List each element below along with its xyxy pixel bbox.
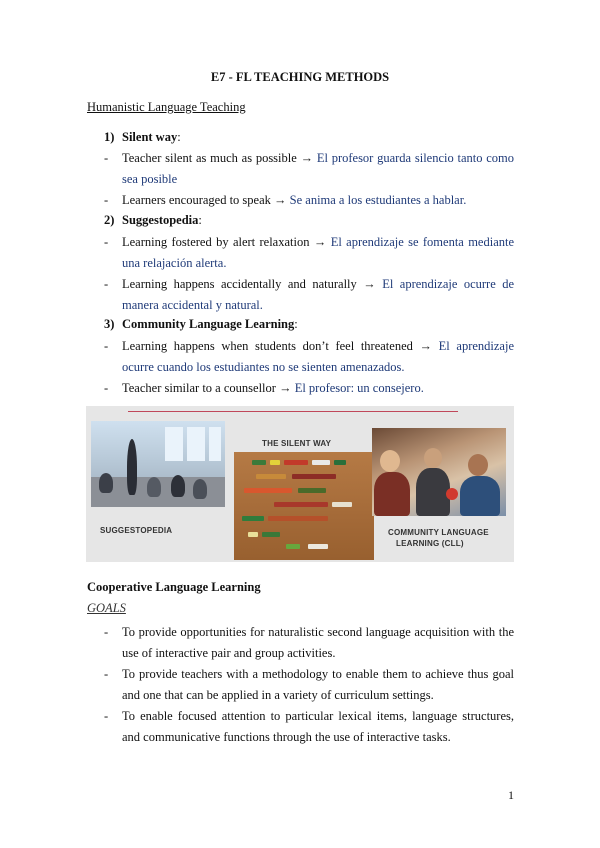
bullet-english: Learning happens when students don’t feel threatened <box>122 339 413 353</box>
label-suggestopedia: SUGGESTOPEDIA <box>100 526 173 535</box>
method-number: 1) <box>104 130 115 144</box>
bullet-spanish: El aprendizaje se fomenta mediante una relajación alerta. <box>122 235 515 270</box>
method-silent-way: 1) Silent way: <box>104 130 181 144</box>
section-heading-cooperative: Cooperative Language Learning <box>87 580 261 594</box>
arrow-icon: → <box>279 381 292 395</box>
goal-text: To provide opportunities for naturalistic second language acquisition with the use of interactive pair and group activities. <box>122 625 514 660</box>
arrow-icon: → <box>300 151 314 165</box>
page-number: 1 <box>508 788 514 802</box>
decorative-line <box>128 411 458 412</box>
bullet-spanish: Se anima a los estudiantes a hablar. <box>289 193 467 207</box>
bullet-item: - Learning happens when students don’t feel threatened → El aprendizaje ocurre cuando los estudiantes no se sienten amenazados. <box>104 339 514 374</box>
bullet-english: Learners encouraged to speak <box>122 193 271 207</box>
goal-item: - To provide opportunities for naturalistic second language acquisition with the use of interactive pair and group activities. <box>104 622 514 664</box>
bullet-spanish: El aprendizaje ocurre cuando los estudiantes no se sienten amenazados. <box>122 339 514 374</box>
bullet-item: - Learning happens accidentally and naturally → El aprendizaje ocurre de manera accidental y natural. <box>104 277 515 312</box>
goal-text: To enable focused attention to particular lexical items, language structures, and communicative functions through the use of interactive tasks. <box>122 709 514 744</box>
bullet-item: - Teacher similar to a counsellor → El profesor: un consejero. <box>104 381 424 395</box>
section-heading-humanistic: Humanistic Language Teaching <box>87 100 246 114</box>
arrow-icon: → <box>419 339 433 353</box>
bullet-spanish: El profesor guarda silencio tanto como sea posible <box>122 151 515 186</box>
goal-item: - To provide teachers with a methodology to enable them to achieve thus goal and one that can be applied in a variety of curriculum settings. <box>104 664 514 706</box>
method-number: 2) <box>104 213 115 227</box>
bullet-english: Teacher similar to a counsellor <box>122 381 276 395</box>
goal-item: - To enable focused attention to particular lexical items, language structures, and communicative functions through the use of interactive tasks. <box>104 706 514 748</box>
bullet-english: Teacher silent as much as possible <box>122 151 297 165</box>
bullet-item: - Learners encouraged to speak → Se anima a los estudiantes a hablar. <box>104 193 467 207</box>
silent-way-rods-photo <box>234 452 374 560</box>
goal-text: To provide teachers with a methodology to enable them to achieve thus goal and one that can be applied in a variety of curriculum settings. <box>122 667 514 702</box>
community-language-learning-photo <box>372 428 506 516</box>
method-suggestopedia: 2) Suggestopedia: <box>104 213 202 227</box>
suggestopedia-photo <box>91 421 225 507</box>
methods-image-collage <box>86 406 514 562</box>
arrow-icon: → <box>313 235 327 249</box>
goals-label: GOALS <box>87 601 126 615</box>
bullet-item: - Learning fostered by alert relaxation → El aprendizaje se fomenta mediante una relajación alerta. <box>104 235 515 270</box>
method-name: Suggestopedia <box>122 213 199 227</box>
bullet-spanish: El aprendizaje ocurre de manera accidental y natural. <box>122 277 515 312</box>
arrow-icon: → <box>363 277 376 291</box>
method-number: 3) <box>104 317 115 331</box>
bullet-english: Learning fostered by alert relaxation <box>122 235 310 249</box>
bullet-item: - Teacher silent as much as possible → El profesor guarda silencio tanto como sea posible <box>104 151 515 186</box>
bullet-english: Learning happens accidentally and naturally <box>122 277 357 291</box>
label-silent-way: THE SILENT WAY <box>262 439 332 448</box>
method-community-language-learning: 3) Community Language Learning: <box>104 317 298 331</box>
method-name: Community Language Learning <box>122 317 295 331</box>
label-cll-line1: COMMUNITY LANGUAGE <box>388 528 489 537</box>
bullet-spanish: El profesor: un consejero. <box>294 381 424 395</box>
label-cll-line2: LEARNING (CLL) <box>396 539 464 548</box>
arrow-icon: → <box>274 193 287 207</box>
method-name: Silent way <box>122 130 178 144</box>
document-title: E7 - FL TEACHING METHODS <box>210 70 390 84</box>
